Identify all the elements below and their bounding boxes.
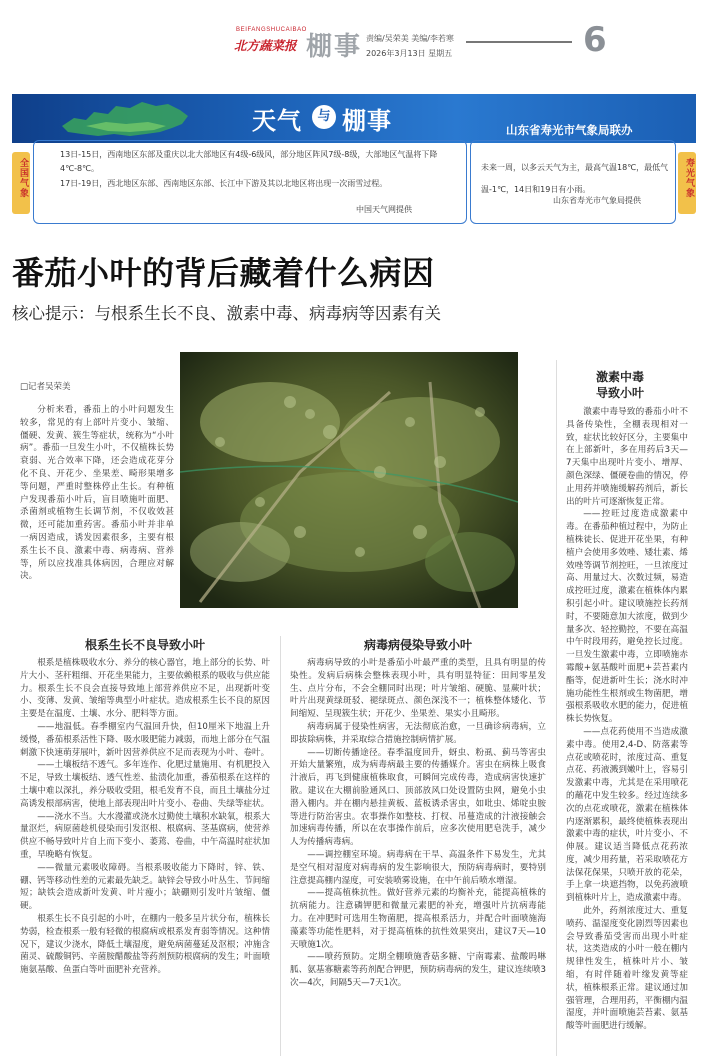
masthead xyxy=(0,0,708,70)
virus-paragraph: ——调控棚室环境。病毒病在干旱、高温条件下易发生，尤其是空气相对湿度对病毒病的发生影响很大，预防病毒病时，要特别注意提高棚内湿度，可安装喷雾设施，在中午前后喷水增湿。 xyxy=(290,849,546,886)
hormone-paragraph: 激素中毒导致的番茄小叶不具备传染性，全棚表现相对一致，症状比较好区分，主要集中在上部新叶，多在用药后3天—7天集中出现叶片变小、增厚、颜色深绿、僵硬卷曲的情况，停止用药并喷施缓解药剂后，新长出的叶片可逐渐恢复正常。 xyxy=(566,407,688,507)
banner-title-shed: 棚事 xyxy=(342,107,392,135)
virus-paragraph: ——提高植株抗性。做好营养元素的均衡补充，能提高植株的抗病能力。注意磷钾肥和微量元素肥的补充，增强叶片抗病毒能力。在冲肥时可选用生物菌肥，提高根系活力，并配合叶面喷施海藻素等功能性肥料，对于提高植株的抗性效果突出，建议7天—10天喷施1次。 xyxy=(290,888,546,950)
china-map-icon xyxy=(56,98,196,140)
virus-paragraph: 病毒病属于侵染性病害，无法彻底治愈，一旦确诊病毒病，立即拔除病株，并采取综合措施控制病情扩展。 xyxy=(290,721,546,745)
intro-paragraph xyxy=(20,404,174,583)
root-paragraph: 根系是植株吸收水分、养分的核心器官，地上部分的长势、叶片大小、茎秆粗细、开花坐果能力，主要依赖根系的吸收与供应能力。根系生长不良会直接导致地上部营养供应不足，出现新叶变小、变薄、发黄、皱缩等典型小叶症状。造成根系生长不良的原因主要是在温度、土壤、水分、肥料等方面。 xyxy=(20,658,270,720)
local-weather-box xyxy=(470,140,676,224)
national-weather-p1: 13日-15日，西南地区东部及重庆以北大部地区有4级-6级风，部分地区阵风7级-8级，大部地区气温将下降4℃-8℃。 xyxy=(60,150,438,173)
root-paragraph: ——浇水不当。大水漫灌或浇水过勤使土壤积水缺氧，根系大量沤烂，病原菌趁机侵染而引发沤根、根腐病、茎基腐病，使营养供应不畅导致叶片自上而下变小、萎蔫、卷曲，中午高温时症状加重，早晚略有恢复。 xyxy=(20,811,270,860)
section-title-hormone-line1: 激素中毒 xyxy=(595,370,644,384)
virus-paragraph: ——切断传播途径。春季温度回升，蚜虫、粉虱、蓟马等害虫开始大量繁殖，成为病毒病最主要的传播媒介。害虫在病株上吸食汁液后，再飞到健康植株取食，可瞬间完成传毒，造成病害快速扩散。建议在大棚前脸通风口、顶部放风口处设置防虫网，避免小虫潜入棚内。并在棚内悬挂黄板、蓝板诱杀害虫，如吡虫、烯啶虫胺等进行防治害虫。农事操作如整枝、打杈、吊蔓造成的汁液接触会加速病毒传播，所以在农事操作前后，应多次使用肥皂洗手，减少人为传播病毒病。 xyxy=(290,747,546,848)
local-weather-tag xyxy=(678,152,696,214)
paper-name-logo: 北方蔬菜报 xyxy=(234,38,297,53)
banner-title-and-badge xyxy=(312,105,336,129)
root-paragraph: ——土壤板结不透气。多年连作、化肥过量施用、有机肥投入不足，导致土壤板结、透气性差、盐渍化加重，番茄根系在这样的土壤中难以深扎，养分吸收受阻，根毛发育不良，而且土壤盐分过高诱发根部病害，使地上部表现出叶片变小、卷曲、失绿等症状。 xyxy=(20,760,270,809)
section-name: 棚事 xyxy=(306,32,363,62)
banner-title-weather: 天气 xyxy=(252,107,302,135)
section-title-virus: 病毒病侵染导致小叶 xyxy=(363,638,472,652)
root-paragraph: 根系生长不良引起的小叶，在棚内一般多呈片状分布，植株长势弱，检查根系一般有轻微的根腐病或根系发育弱等情况。这种情况下，建议少浇水，降低土壤湿度，避免病菌蔓延及沤根；冲施含菌灵、硫酸铜钙、辛菌胺醋酸盐等药剂预防根腐病的发生；叶面喷施氨基酸、鱼蛋白等叶面肥补充营养。 xyxy=(20,913,270,976)
issue-date: 2026年3月13日 星期五 xyxy=(366,49,453,58)
national-weather-tag xyxy=(12,152,30,214)
local-weather-p1: 未来一周，以多云天气为主，最高气温18℃，最低气温-1℃，14日和19日有小雨。 xyxy=(481,163,669,194)
hormone-paragraph: 此外，药剂浓度过大、重复喷药、温湿度变化剧烈等因素也会导致番茄受害而出现小叶症状，这类造成的小叶一般在棚内规律性发生，植株叶片小、皱缩，有时伴随着叶缘发黄等症状，植株根系正常。建议通过加强管理，合理用药，平衡棚内温湿度，并叶面喷施芸苔素、氨基酸等叶面肥进行缓解。 xyxy=(566,906,688,1032)
byline: □记者吴荣美 xyxy=(20,382,71,392)
hormone-body xyxy=(566,406,688,1061)
root-body xyxy=(20,657,270,1061)
hormone-paragraph: ——控旺过度造成激素中毒。在番茄种植过程中，为防止植株徒长、促进开花坐果，有种植户会使用多效唑、矮壮素、烯效唑等调节剂控旺，一旦浓度过高、用量过大、次数过频，易造成控旺过度，激素在植株体内累积引起小叶。建议喷施控长药剂时，不要随意加大浓度，做到少量多次、轻控勤控，不要在高温中午时段用药，避免控长过度。一旦发生激素中毒，立即喷施赤霉酸+氨基酸叶面肥+芸苔素内酯等，促进新叶生长；浇水时冲施功能性生根剂或生物菌肥，增强根系吸收水肥的能力，促进植株长势恢复。 xyxy=(566,509,688,725)
weather-banner xyxy=(12,94,696,143)
banner-title-and: 与 xyxy=(317,109,331,124)
national-weather-box xyxy=(33,140,467,224)
local-weather-tag-label: 寿光气象 xyxy=(684,158,694,198)
headline: 番茄小叶的背后藏着什么病因 xyxy=(12,254,435,292)
masthead-pinyin: BEIFANGSHUCAIBAO xyxy=(236,27,307,33)
column-divider xyxy=(556,360,557,1056)
tomato-photo xyxy=(180,352,518,608)
root-paragraph: ——微量元素吸收障碍。当根系吸收能力下降时，锌、铁、硼、钙等移动性差的元素最先缺乏。缺锌会导致小叶丛生、节间缩短；缺铁会造成新叶发黄、叶片瘦小；缺硼则引发叶片皱缩、僵硬。 xyxy=(20,862,270,912)
hormone-paragraph: ——点花药使用不当造成激素中毒。使用2,4-D、防落素等点花或喷花时，浓度过高、重复点花、药液溅到嫩叶上，容易引发激素中毒，尤其是在采用喷花的蘸花中发生较多。经过连续多次的点花或喷花，激素在植株体内逐渐累积，最终使植株表现出激素中毒的症状，叶片变小、不伸展。建议适当降低点花药浓度，减少用药量，若采取喷花方法保花保果，只喷开放的花朵，手上拿一块遮挡物，以免药液喷到植株叶片上，造成激素中毒。 xyxy=(566,726,688,904)
page-number: 6 xyxy=(583,20,607,60)
column-divider xyxy=(280,636,281,1056)
national-weather-p2: 17日-19日，西北地区东部、西南地区东部、长江中下游及其以北地区将出现一次雨雪过程。 xyxy=(60,179,388,188)
virus-paragraph: ——喷药预防。定期全棚喷施香菇多糖、宁南霉素、盐酸吗啉胍、氨基寡糖素等药剂配合钾肥，预防病毒病的发生，建议连续喷3次—4次，间隔5天—7天1次。 xyxy=(290,952,546,988)
section-title-root: 根系生长不良导致小叶 xyxy=(84,638,205,652)
national-weather-tag-label: 全国气象 xyxy=(18,158,28,198)
section-title-hormone-line2: 导致小叶 xyxy=(595,386,644,400)
virus-body xyxy=(290,657,546,1061)
editors-line: 责编/吴荣美 美编/李若寒 xyxy=(366,34,454,43)
local-weather-source: 山东省寿光市气象局提供 xyxy=(553,196,641,205)
national-weather-source: 中国天气网提供 xyxy=(356,205,412,214)
masthead-rule xyxy=(466,41,572,43)
intro-text: 分析来看，番茄上的小叶问题发生较多，常见的有上部叶片变小、皱缩、僵硬、发黄、簇生等症状，统称为“小叶病”。番茄一旦发生小叶，不仅植株长势衰弱、光合效率下降，还会造成花芽分化不良、开花少、坐果差、畸形果增多等问题，严重时整株停止生长。有种植户发现番茄小叶后，盲目喷施叶面肥、杀菌剂或植物生长调节剂，不仅收效甚微，还可能加重药害。番茄小叶并非单一病因造成，诱发因素很多，主要有根系生长不良、激素中毒、病毒病、营养等，所以应找准具体病因，合理应对解决。 xyxy=(20,405,174,582)
banner-organization: 山东省寿光市气象局联办 xyxy=(506,123,633,137)
virus-paragraph: 病毒病导致的小叶是番茄小叶最严重的类型，且具有明显的传染性。发病后病株会整株表现小叶，具有明显特征：田间零星发生、点片分布，不会全棚同时出现；叶片皱缩、硬脆、显蕨叶状；叶片出现黄绿斑驳、褪绿斑点、颜色深浅不一；植株整体矮化、节间缩短、呈现簇生状；开花少、坐果差、果实小且畸形。 xyxy=(290,658,546,720)
subheadline: 核心提示：与根系生长不良、激素中毒、病毒病等因素有关 xyxy=(12,304,441,323)
root-paragraph: ——地温低。春季棚室内气温回升快，但10厘米下地温上升缓慢，番茄根系活性下降、吸水吸肥能力减弱，而地上部分在气温刺激下快速萌芽展叶，新叶因营养供应不足而表现为小叶、卷叶。 xyxy=(20,721,270,758)
